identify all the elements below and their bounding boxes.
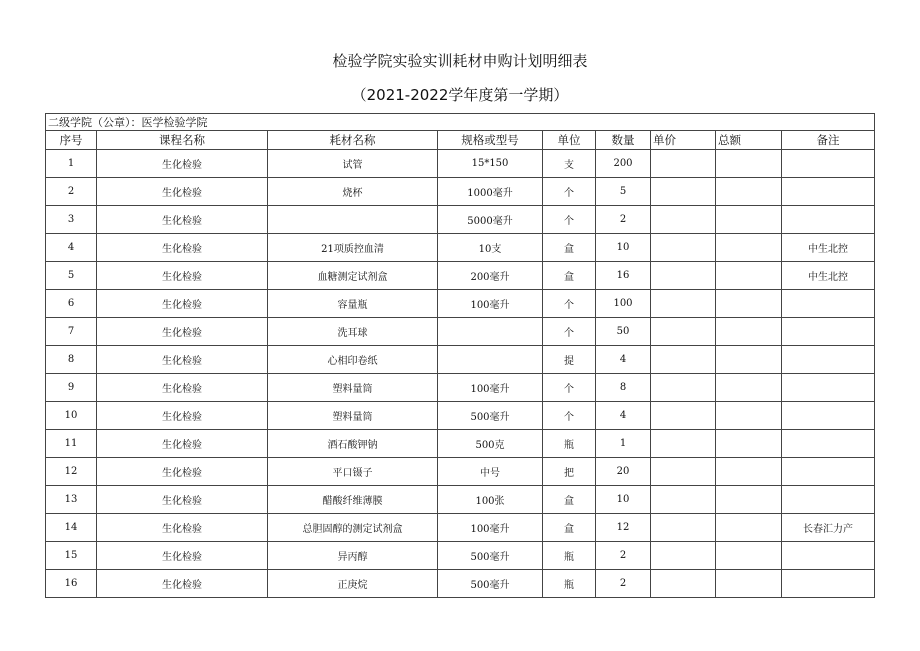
cell-unit: 瓶 <box>543 430 596 458</box>
cell-material: 21项质控血清 <box>268 234 438 262</box>
cell-course: 生化检验 <box>97 346 268 374</box>
cell-seq: 10 <box>46 402 97 430</box>
table-row <box>46 318 875 346</box>
cell-note <box>782 486 875 514</box>
cell-course: 生化检验 <box>97 206 268 234</box>
cell-price <box>651 374 716 402</box>
cell-note: 中生北控 <box>782 234 875 262</box>
cell-note <box>782 178 875 206</box>
cell-course: 生化检验 <box>97 150 268 178</box>
cell-note <box>782 346 875 374</box>
cell-unit: 个 <box>543 290 596 318</box>
cell-price <box>651 346 716 374</box>
cell-total <box>716 458 782 486</box>
cell-seq: 9 <box>46 374 97 402</box>
cell-total <box>716 262 782 290</box>
cell-material: 醋酸纤维薄膜 <box>268 486 438 514</box>
cell-course: 生化检验 <box>97 514 268 542</box>
header-note: 备注 <box>782 131 875 150</box>
cell-spec: 200毫升 <box>438 262 543 290</box>
cell-material: 烧杯 <box>268 178 438 206</box>
cell-seq: 11 <box>46 430 97 458</box>
cell-price <box>651 262 716 290</box>
cell-unit: 盒 <box>543 234 596 262</box>
table-row <box>46 514 875 542</box>
cell-total <box>716 178 782 206</box>
cell-total <box>716 430 782 458</box>
cell-spec: 中号 <box>438 458 543 486</box>
cell-note <box>782 150 875 178</box>
cell-price <box>651 178 716 206</box>
cell-seq: 14 <box>46 514 97 542</box>
cell-unit: 瓶 <box>543 542 596 570</box>
cell-spec: 1000毫升 <box>438 178 543 206</box>
cell-unit: 盒 <box>543 486 596 514</box>
cell-seq: 15 <box>46 542 97 570</box>
cell-seq: 2 <box>46 178 97 206</box>
cell-course: 生化检验 <box>97 402 268 430</box>
header-unit: 单位 <box>543 131 596 150</box>
cell-qty: 4 <box>596 346 651 374</box>
cell-qty: 10 <box>596 486 651 514</box>
cell-unit: 个 <box>543 178 596 206</box>
cell-qty: 12 <box>596 514 651 542</box>
cell-price <box>651 318 716 346</box>
table-row <box>46 486 875 514</box>
cell-total <box>716 318 782 346</box>
cell-price <box>651 458 716 486</box>
header-price: 单价 <box>651 131 716 150</box>
cell-note <box>782 206 875 234</box>
header-material: 耗材名称 <box>268 131 438 150</box>
cell-qty: 4 <box>596 402 651 430</box>
table-row <box>46 178 875 206</box>
college-label: 二级学院（公章）：医学检验学院 <box>46 114 875 131</box>
cell-unit: 个 <box>543 206 596 234</box>
header-seq: 序号 <box>46 131 97 150</box>
cell-note <box>782 290 875 318</box>
cell-total <box>716 514 782 542</box>
header-course: 课程名称 <box>97 131 268 150</box>
cell-seq: 7 <box>46 318 97 346</box>
cell-spec: 100毫升 <box>438 374 543 402</box>
cell-qty: 10 <box>596 234 651 262</box>
cell-qty: 16 <box>596 262 651 290</box>
table-row <box>46 206 875 234</box>
cell-material <box>268 206 438 234</box>
cell-spec <box>438 346 543 374</box>
cell-note <box>782 430 875 458</box>
cell-total <box>716 542 782 570</box>
cell-material: 试管 <box>268 150 438 178</box>
cell-course: 生化检验 <box>97 178 268 206</box>
cell-note <box>782 570 875 598</box>
cell-total <box>716 206 782 234</box>
table-row <box>46 542 875 570</box>
cell-price <box>651 234 716 262</box>
cell-course: 生化检验 <box>97 570 268 598</box>
cell-course: 生化检验 <box>97 318 268 346</box>
cell-note: 中生北控 <box>782 262 875 290</box>
cell-unit: 把 <box>543 458 596 486</box>
cell-total <box>716 290 782 318</box>
table-row <box>46 150 875 178</box>
cell-qty: 20 <box>596 458 651 486</box>
cell-qty: 5 <box>596 178 651 206</box>
cell-note <box>782 374 875 402</box>
cell-total <box>716 150 782 178</box>
cell-price <box>651 430 716 458</box>
cell-course: 生化检验 <box>97 290 268 318</box>
table-row <box>46 430 875 458</box>
cell-material: 心相印卷纸 <box>268 346 438 374</box>
cell-price <box>651 206 716 234</box>
cell-spec: 100毫升 <box>438 514 543 542</box>
table-row <box>46 374 875 402</box>
cell-unit: 个 <box>543 318 596 346</box>
college-row <box>46 114 875 131</box>
term-subtitle: （2021-2022学年度第一学期） <box>351 86 569 104</box>
cell-course: 生化检验 <box>97 486 268 514</box>
cell-course: 生化检验 <box>97 542 268 570</box>
cell-spec <box>438 318 543 346</box>
cell-course: 生化检验 <box>97 234 268 262</box>
cell-material: 塑料量筒 <box>268 402 438 430</box>
cell-spec: 500毫升 <box>438 570 543 598</box>
cell-seq: 4 <box>46 234 97 262</box>
cell-total <box>716 570 782 598</box>
cell-price <box>651 290 716 318</box>
cell-qty: 50 <box>596 318 651 346</box>
cell-material: 总胆固醇的测定试剂盒 <box>268 514 438 542</box>
cell-note <box>782 402 875 430</box>
cell-seq: 8 <box>46 346 97 374</box>
table-row <box>46 570 875 598</box>
cell-price <box>651 402 716 430</box>
cell-material: 血糖测定试剂盒 <box>268 262 438 290</box>
cell-seq: 1 <box>46 150 97 178</box>
cell-total <box>716 346 782 374</box>
cell-material: 异丙醇 <box>268 542 438 570</box>
cell-price <box>651 486 716 514</box>
cell-qty: 2 <box>596 542 651 570</box>
cell-spec: 500毫升 <box>438 542 543 570</box>
cell-seq: 13 <box>46 486 97 514</box>
table-row <box>46 290 875 318</box>
cell-course: 生化检验 <box>97 262 268 290</box>
cell-qty: 2 <box>596 570 651 598</box>
cell-course: 生化检验 <box>97 374 268 402</box>
cell-note: 长春汇力产 <box>782 514 875 542</box>
cell-unit: 个 <box>543 374 596 402</box>
cell-material: 酒石酸钾钠 <box>268 430 438 458</box>
table-row <box>46 458 875 486</box>
cell-seq: 16 <box>46 570 97 598</box>
header-qty: 数量 <box>596 131 651 150</box>
header-row <box>46 131 875 150</box>
cell-seq: 6 <box>46 290 97 318</box>
cell-price <box>651 514 716 542</box>
table-row <box>46 346 875 374</box>
document-title: 检验学院实验实训耗材申购计划明细表 <box>332 52 588 70</box>
cell-seq: 5 <box>46 262 97 290</box>
cell-price <box>651 570 716 598</box>
cell-total <box>716 486 782 514</box>
cell-qty: 1 <box>596 430 651 458</box>
cell-unit: 支 <box>543 150 596 178</box>
cell-course: 生化检验 <box>97 458 268 486</box>
cell-qty: 2 <box>596 206 651 234</box>
cell-unit: 个 <box>543 402 596 430</box>
cell-seq: 12 <box>46 458 97 486</box>
table-row <box>46 262 875 290</box>
cell-material: 平口镊子 <box>268 458 438 486</box>
purchase-table <box>45 113 875 598</box>
table-row <box>46 234 875 262</box>
cell-total <box>716 234 782 262</box>
cell-spec: 500毫升 <box>438 402 543 430</box>
cell-spec: 100毫升 <box>438 290 543 318</box>
table-row <box>46 402 875 430</box>
cell-spec: 500克 <box>438 430 543 458</box>
cell-qty: 8 <box>596 374 651 402</box>
cell-spec: 5000毫升 <box>438 206 543 234</box>
cell-unit: 盒 <box>543 262 596 290</box>
cell-spec: 100张 <box>438 486 543 514</box>
cell-material: 塑料量筒 <box>268 374 438 402</box>
cell-unit: 盒 <box>543 514 596 542</box>
cell-spec: 10支 <box>438 234 543 262</box>
cell-seq: 3 <box>46 206 97 234</box>
cell-qty: 100 <box>596 290 651 318</box>
cell-price <box>651 542 716 570</box>
cell-material: 洗耳球 <box>268 318 438 346</box>
header-spec: 规格或型号 <box>438 131 543 150</box>
cell-total <box>716 402 782 430</box>
cell-unit: 提 <box>543 346 596 374</box>
cell-unit: 瓶 <box>543 570 596 598</box>
cell-note <box>782 318 875 346</box>
cell-spec: 15*150 <box>438 150 543 178</box>
cell-material: 容量瓶 <box>268 290 438 318</box>
cell-course: 生化检验 <box>97 430 268 458</box>
cell-qty: 200 <box>596 150 651 178</box>
cell-total <box>716 374 782 402</box>
cell-material: 正庚烷 <box>268 570 438 598</box>
header-total: 总额 <box>716 131 782 150</box>
cell-note <box>782 542 875 570</box>
cell-note <box>782 458 875 486</box>
cell-price <box>651 150 716 178</box>
